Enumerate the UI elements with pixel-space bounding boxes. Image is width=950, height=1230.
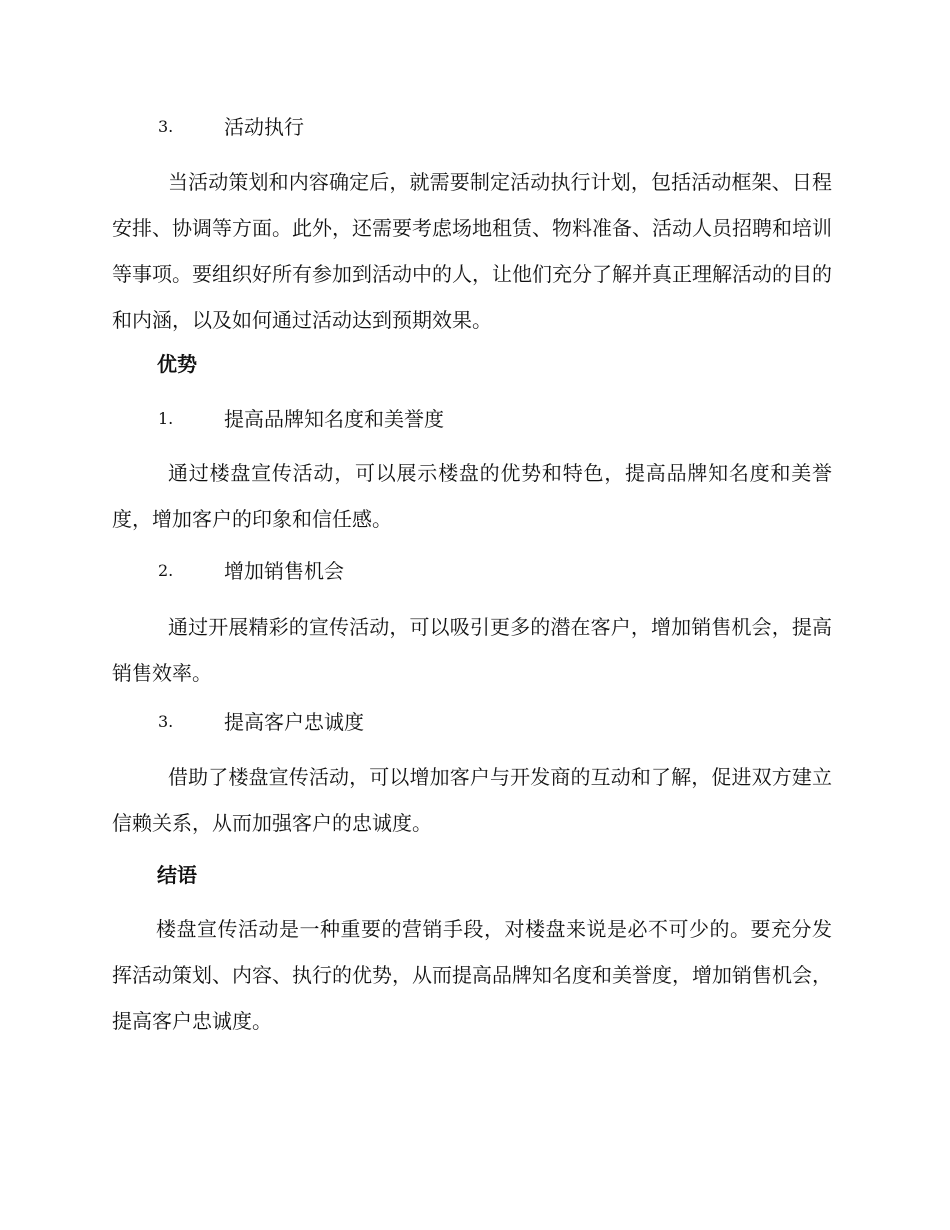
advantages-heading: 优势 — [157, 352, 197, 376]
list-number: 3. — [158, 712, 174, 731]
advantage-2-paragraph: 通过开展精彩的宣传活动，可以吸引更多的潜在客户，增加销售机会，提高销售效率。 — [112, 615, 832, 685]
list-title: 活动执行 — [224, 115, 304, 139]
list-item-advantage-1 — [0, 396, 950, 442]
list-item-advantage-2 — [0, 548, 950, 594]
conclusion-heading: 结语 — [157, 863, 197, 887]
conclusion-paragraph: 楼盘宣传活动是一种重要的营销手段，对楼盘来说是必不可少的。要充分发挥活动策划、内容、执行的优势，从而提高品牌知名度和美誉度，增加销售机会，提高客户忠诚度。 — [112, 917, 832, 1033]
advantage-1-paragraph: 通过楼盘宣传活动，可以展示楼盘的优势和特色，提高品牌知名度和美誉度，增加客户的印象和信任感。 — [112, 461, 832, 531]
list-title: 增加销售机会 — [224, 559, 344, 583]
list-title: 提高品牌知名度和美誉度 — [224, 407, 444, 431]
list-item-advantage-3 — [0, 699, 950, 745]
advantage-3-paragraph: 借助了楼盘宣传活动，可以增加客户与开发商的互动和了解，促进双方建立信赖关系，从而加强客户的忠诚度。 — [112, 765, 832, 835]
list-title: 提高客户忠诚度 — [224, 710, 364, 734]
list-number: 3. — [158, 117, 174, 136]
list-number: 2. — [158, 561, 174, 580]
list-number: 1. — [158, 409, 174, 428]
list-item-execution — [0, 104, 950, 150]
execution-paragraph: 当活动策划和内容确定后，就需要制定活动执行计划，包括活动框架、日程安排、协调等方面。此外，还需要考虑场地租赁、物料准备、活动人员招聘和培训等事项。要组织好所有参加到活动中的人，让他们充分了解并真正理解活动的目的和内涵，以及如何通过活动达到预期效果。 — [112, 170, 832, 332]
